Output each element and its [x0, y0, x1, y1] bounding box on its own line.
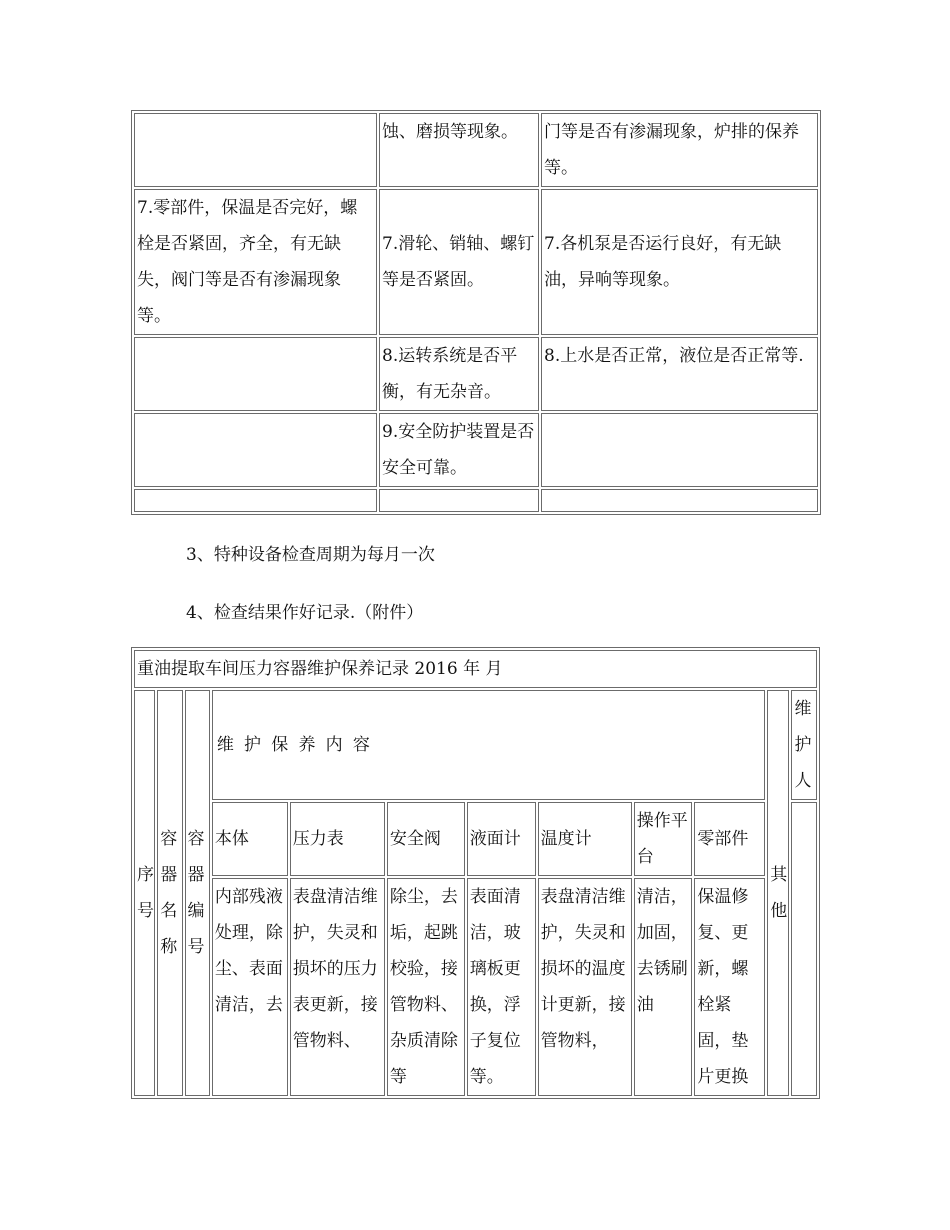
container-number-header: 容器编号	[185, 690, 210, 1096]
inspection-items-table	[131, 110, 821, 515]
safety-valve-detail: 除尘，去垢，起跳校验，接管物料、杂质清除等	[387, 878, 465, 1096]
safety-valve-header: 安全阀	[387, 802, 465, 876]
table-header-row	[134, 690, 817, 800]
body-header: 本体	[212, 802, 288, 876]
table-title-row	[134, 650, 817, 688]
platform-detail: 清洁，加固，去锈刷油	[634, 878, 693, 1096]
maintainer-header: 维护人	[791, 690, 817, 800]
table-cell: 7.各机泵是否运行良好，有无缺油，异响等现象。	[541, 189, 818, 335]
level-gauge-header: 液面计	[467, 802, 536, 876]
maintainer-cell	[791, 802, 817, 1096]
table-subheader-row	[134, 802, 817, 876]
table-cell	[541, 413, 818, 487]
table-row	[134, 337, 818, 411]
table-cell: 7.滑轮、销轴、螺钉等是否紧固。	[379, 189, 539, 335]
level-gauge-detail: 表面清洁，玻璃板更换，浮子复位等。	[467, 878, 536, 1096]
table-row	[134, 189, 818, 335]
platform-header: 操作平台	[634, 802, 693, 876]
pressure-gauge-detail: 表盘清洁维护，失灵和损坏的压力表更新，接管物料、	[290, 878, 385, 1096]
serial-number-header: 序号	[134, 690, 155, 1096]
maintenance-content-header: 维护保养内容	[212, 690, 765, 800]
thermometer-header: 温度计	[538, 802, 632, 876]
paragraph-inspection-cycle: 3、特种设备检查周期为每月一次	[186, 545, 435, 565]
table-cell: 7.零部件，保温是否完好，螺栓是否紧固，齐全，有无缺失，阀门等是否有渗漏现象等。	[134, 189, 377, 335]
table-cell	[134, 489, 377, 512]
container-name-header: 容器名称	[157, 690, 182, 1096]
table-cell: 蚀、磨损等现象。	[379, 113, 539, 187]
table-cell	[134, 337, 377, 411]
pressure-gauge-header: 压力表	[290, 802, 385, 876]
table-cell: 9.安全防护装置是否安全可靠。	[379, 413, 539, 487]
other-header: 其他	[767, 690, 789, 1096]
maintenance-record-table	[131, 647, 820, 1099]
table-cell	[541, 489, 818, 512]
table-cell: 8.上水是否正常，液位是否正常等.	[541, 337, 818, 411]
body-detail: 内部残液处理，除尘、表面清洁，去	[212, 878, 288, 1096]
parts-detail: 保温修复、更新，螺栓紧固，垫片更换	[694, 878, 765, 1096]
thermometer-detail: 表盘清洁维护，失灵和损坏的温度计更新，接管物料，	[538, 878, 632, 1096]
paragraph-record-results: 4、检查结果作好记录.（附件）	[186, 603, 424, 623]
table-cell	[134, 113, 377, 187]
table-cell: 门等是否有渗漏现象，炉排的保养等。	[541, 113, 818, 187]
table-cell	[379, 489, 539, 512]
table-title: 重油提取车间压力容器维护保养记录 2016 年 月	[134, 650, 817, 688]
parts-header: 零部件	[694, 802, 765, 876]
table-row	[134, 878, 817, 1096]
table-row	[134, 489, 818, 512]
table-cell	[134, 413, 377, 487]
table-cell: 8.运转系统是否平衡，有无杂音。	[379, 337, 539, 411]
table-row	[134, 413, 818, 487]
table-row	[134, 113, 818, 187]
